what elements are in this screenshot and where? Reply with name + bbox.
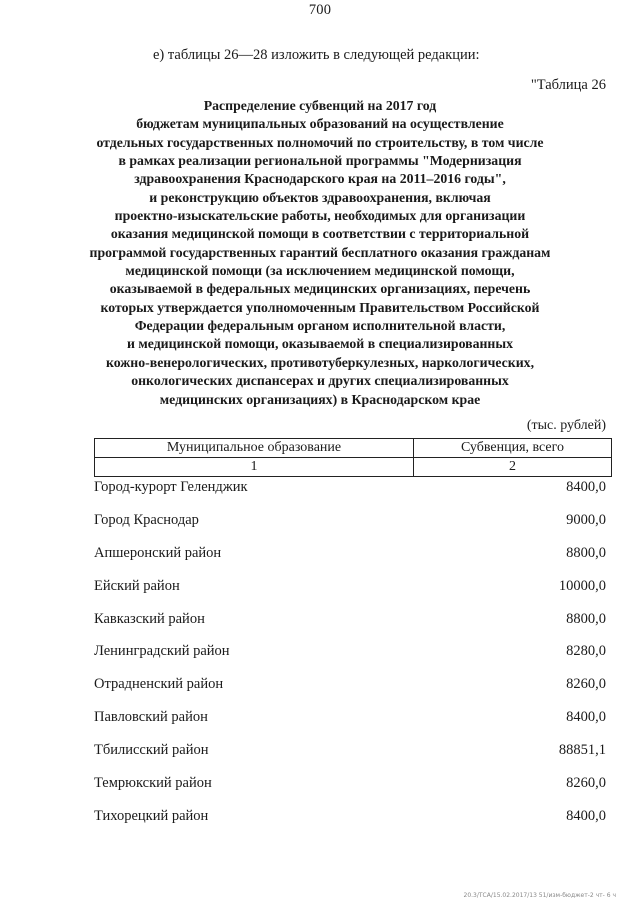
subvention-value: 8400,0 <box>566 709 606 726</box>
subvention-value: 8400,0 <box>566 807 606 824</box>
subvention-value: 88851,1 <box>558 742 606 759</box>
heading-line: кожно-венерологических, противотуберкулезных, наркологических, <box>105 354 535 370</box>
table-row <box>94 742 609 775</box>
header-municipality: Муниципальное образование <box>95 439 414 458</box>
header-subvention-total: Субвенция, всего <box>414 439 612 458</box>
subvention-value: 9000,0 <box>566 511 606 528</box>
municipality-name: Темрюкский район <box>94 775 212 792</box>
heading-line: и реконструкцию объектов здравоохранения, включая <box>149 189 491 205</box>
table-row <box>94 643 609 676</box>
heading-line: онкологических диспансерах и других специализированных <box>131 373 509 389</box>
subvention-value: 8400,0 <box>566 479 606 495</box>
heading-line: медицинских организациях) в Краснодарском крае <box>159 391 481 407</box>
heading-line: оказания медицинской помощи в соответствии с территориальной <box>110 226 530 242</box>
heading-line: проектно-изыскательские работы, необходимых для организации <box>114 208 526 224</box>
column-number-1: 1 <box>95 458 414 477</box>
subvention-value: 8800,0 <box>566 610 606 627</box>
heading-line: отдельных государственных полномочий по строительству, в том числе <box>96 134 544 150</box>
subvention-value: 10000,0 <box>558 577 606 594</box>
heading-line: которых утверждается уполномоченным Правительством Российской <box>100 299 540 315</box>
municipality-name: Город Краснодар <box>94 511 199 528</box>
municipality-name: Апшеронский район <box>94 544 222 561</box>
heading-line: медицинской помощи (за исключением медицинской помощи, <box>125 263 515 279</box>
heading-line: в рамках реализации региональной программы "Модернизация <box>118 153 522 169</box>
municipality-name: Павловский район <box>94 709 208 726</box>
heading-line: и медицинской помощи, оказываемой в специализированных <box>126 336 514 352</box>
units-label: (тыс. рублей) <box>526 418 606 433</box>
heading-line: здравоохранения Краснодарского края на 2011–2016 годы", <box>134 171 506 187</box>
table-row <box>94 578 609 611</box>
heading-line: бюджетам муниципальных образований на осуществление <box>136 116 504 132</box>
heading-line: оказываемой в федеральных медицинских организациях, перечень <box>109 281 531 297</box>
footer-document-code: 20.3/ТСА/15.02.2017/13 51/изм-бюджет-2 чт- 6 ч <box>463 892 616 899</box>
municipality-name: Город-курорт Геленджик <box>94 479 248 495</box>
heading-line: Федерации федеральным органом исполнительной власти, <box>134 318 506 334</box>
table-body <box>94 479 609 841</box>
heading-line: Распределение субвенций на 2017 год <box>203 98 437 113</box>
document-heading <box>0 97 640 409</box>
table-marker: "Таблица 26 <box>530 77 606 93</box>
heading-line: программой государственных гарантий бесплатного оказания гражданам <box>89 244 551 260</box>
table-row <box>94 808 609 841</box>
municipality-name: Отрадненский район <box>94 676 224 693</box>
amendment-instruction: е) таблицы 26—28 изложить в следующей редакции: <box>153 47 480 63</box>
table-header <box>94 438 612 477</box>
table-header-row <box>95 439 612 458</box>
subvention-value: 8800,0 <box>566 544 606 561</box>
table-row <box>94 479 609 512</box>
table-row <box>94 709 609 742</box>
subvention-value: 8260,0 <box>566 775 606 792</box>
municipality-name: Ейский район <box>94 577 180 594</box>
municipality-name: Ленинградский район <box>94 643 230 660</box>
subvention-value: 8280,0 <box>566 643 606 660</box>
table-row <box>94 676 609 709</box>
table-column-numbers-row <box>95 458 612 477</box>
subvention-value: 8260,0 <box>566 676 606 693</box>
municipality-name: Тихорецкий район <box>94 807 209 824</box>
municipality-name: Кавказский район <box>94 610 205 627</box>
table-row <box>94 611 609 644</box>
table-row <box>94 775 609 808</box>
column-number-2: 2 <box>414 458 612 477</box>
page-number: 700 <box>308 2 332 18</box>
municipality-name: Тбилисский район <box>94 742 209 759</box>
table-row <box>94 545 609 578</box>
table-row <box>94 512 609 545</box>
